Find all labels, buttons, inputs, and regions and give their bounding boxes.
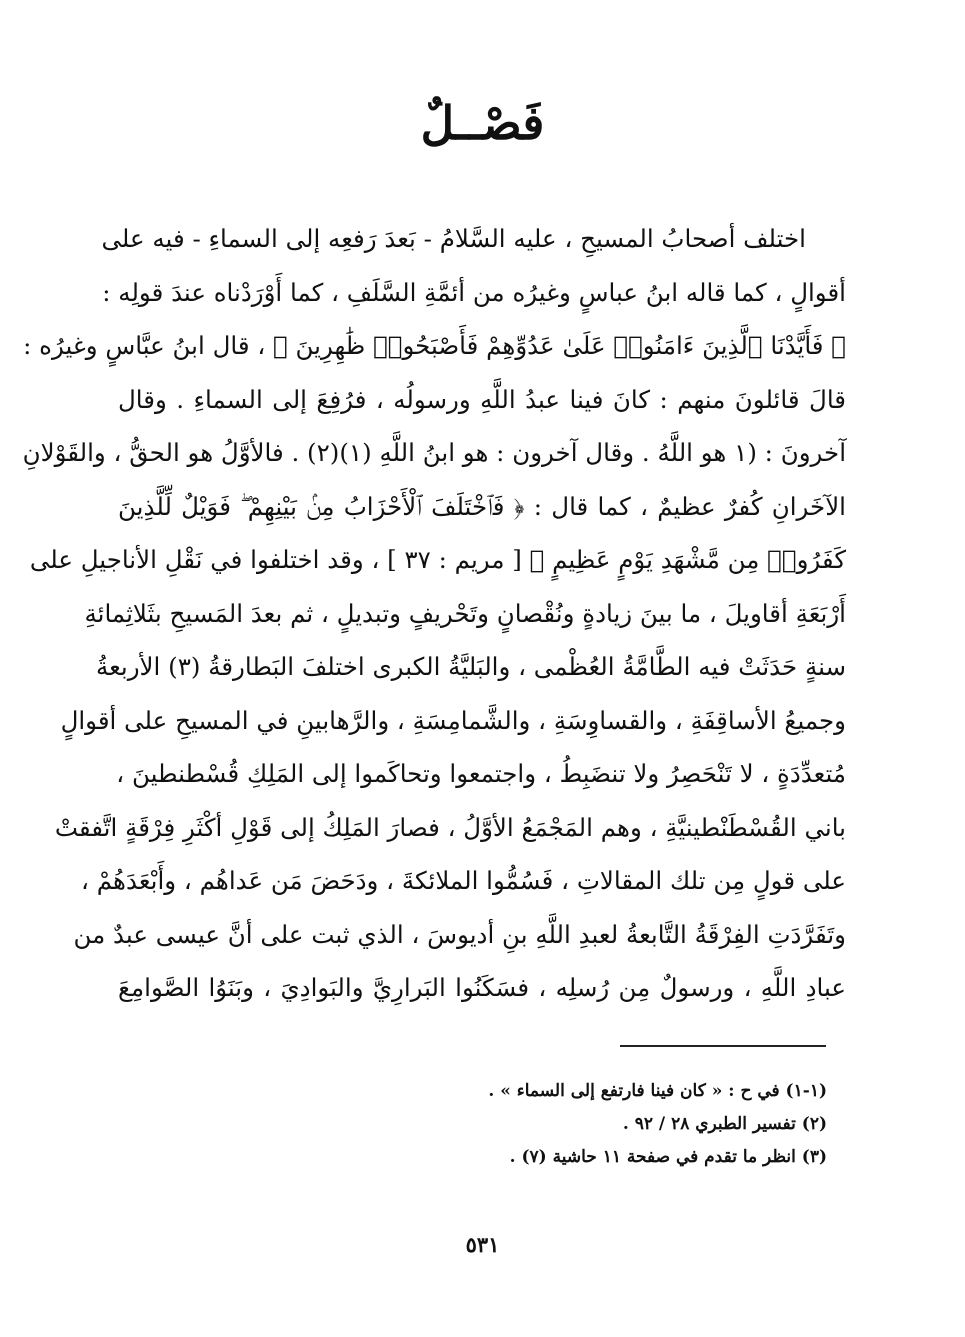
body-line: باني القُسْطَنْطينيَّةِ ، وهم المَجْمَعُ الأوَّلُ ، فصارَ المَلِكُ إلى قَوْلِ أكْثَرِ فِرْقَةٍ اتَّفقتْ	[54, 812, 846, 842]
footnote: (٢) تفسير الطبري ٢٨ / ٩٢ .	[622, 1114, 827, 1134]
body-line: على قولٍ مِن تلك المقالاتِ ، فَسُمُّوا الملائكةَ ، ودَحَضَ مَن عَداهُم ، وأَبْعَدَهُمْ ،	[81, 866, 846, 895]
page-number: ٥٣١	[465, 1232, 500, 1257]
body-line: عبادِ اللَّهِ ، ورسولٌ مِن رُسلِه ، فسَكَنُوا البَرارِيَّ والبَوادِيَ ، وبَنَوُا الصَّوامِعَ	[118, 973, 846, 1002]
body-line: أقوالٍ ، كما قاله ابنُ عباسٍ وغيرُه من أئمَّةِ السَّلَفِ ، كما أَوْرَدْناه عندَ قولِه :	[102, 277, 846, 307]
footnote-divider	[620, 1045, 826, 1047]
section-heading: فَصْــلٌ	[420, 96, 545, 150]
body-line: الآخَرانِ كُفرٌ عظيمٌ ، كما قال : ﴿ فَٱخْتَلَفَ ٱلْأَحْزَابُ مِنۢ بَيْنِهِمْ ۖ فَوَيْلٌ لِّلَّذِينَ	[118, 491, 846, 521]
body-line: أَرْبَعَةِ أقاويلَ ، ما بينَ زيادةٍ ونُقْصانٍ وتَحْريفٍ وتبديلٍ ، ثم بعدَ المَسيحِ بثَلاثِمائةِ	[84, 598, 846, 628]
body-line: وجميعُ الأساقِفَةِ ، والقساوِسَةِ ، والشَّمامِسَةِ ، والرَّهابينِ في المسيحِ على أقوالٍ	[60, 705, 846, 735]
body-line: ﴿ فَأَيَّدْنَا ٱلَّذِينَ ءَامَنُوا۟ عَلَىٰ عَدُوِّهِمْ فَأَصْبَحُوا۟ ظَٰهِرِينَ ﴾ ، قال ابنُ عبَّاسٍ وغيرُه :	[23, 331, 846, 360]
body-line: اختلف أصحابُ المسيحِ ، عليه السَّلامُ - بَعدَ رَفعِه إلى السماءِ - فيه على	[101, 224, 806, 253]
body-line: كَفَرُوا۟ مِن مَّشْهَدِ يَوْمٍ عَظِيمٍ ﴾ [ مريم : ٣٧ ] ، وقد اختلفوا في نَقْلِ الأناجيلِ على	[29, 545, 846, 574]
body-line: سنةٍ حَدَثَتْ فيه الطَّامَّةُ العُظْمى ، والبَليَّةُ الكبرى اختلفَ البَطارقةُ (٣) الأربعةُ	[95, 652, 846, 681]
body-text	[22, 212, 846, 1015]
footnotes	[327, 1075, 827, 1174]
body-line: قالَ قائلونَ منهم : كانَ فينا عبدُ اللَّهِ ورسولُه ، فرُفِعَ إلى السماءِ . وقال	[118, 384, 846, 414]
footnote: (٣) انظر ما تقدم في صفحة ١١ حاشية (٧) .	[509, 1147, 827, 1167]
body-line: آخرونَ : (١ هو اللَّهُ . وقال آخرون : هو ابنُ اللَّهِ (١)(٢) . فالأوَّلُ هو الحقُّ ، والقَوْلانِ	[22, 438, 846, 467]
footnote: (١-١) في ح : « كان فينا فارتفع إلى السماء » .	[488, 1081, 827, 1101]
body-line: وتَفَرَّدَتِ الفِرْقَةُ التَّابعةُ لعبدِ اللَّهِ بنِ أديوسَ ، الذي ثبت على أنَّ عيسى عبدٌ من	[73, 919, 846, 949]
body-line: مُتعدِّدَةٍ ، لا تَنْحَصِرُ ولا تنضَبِطُ ، واجتمعوا وتحاكَموا إلى المَلِكِ قُسْطنطينَ ،	[116, 759, 846, 788]
